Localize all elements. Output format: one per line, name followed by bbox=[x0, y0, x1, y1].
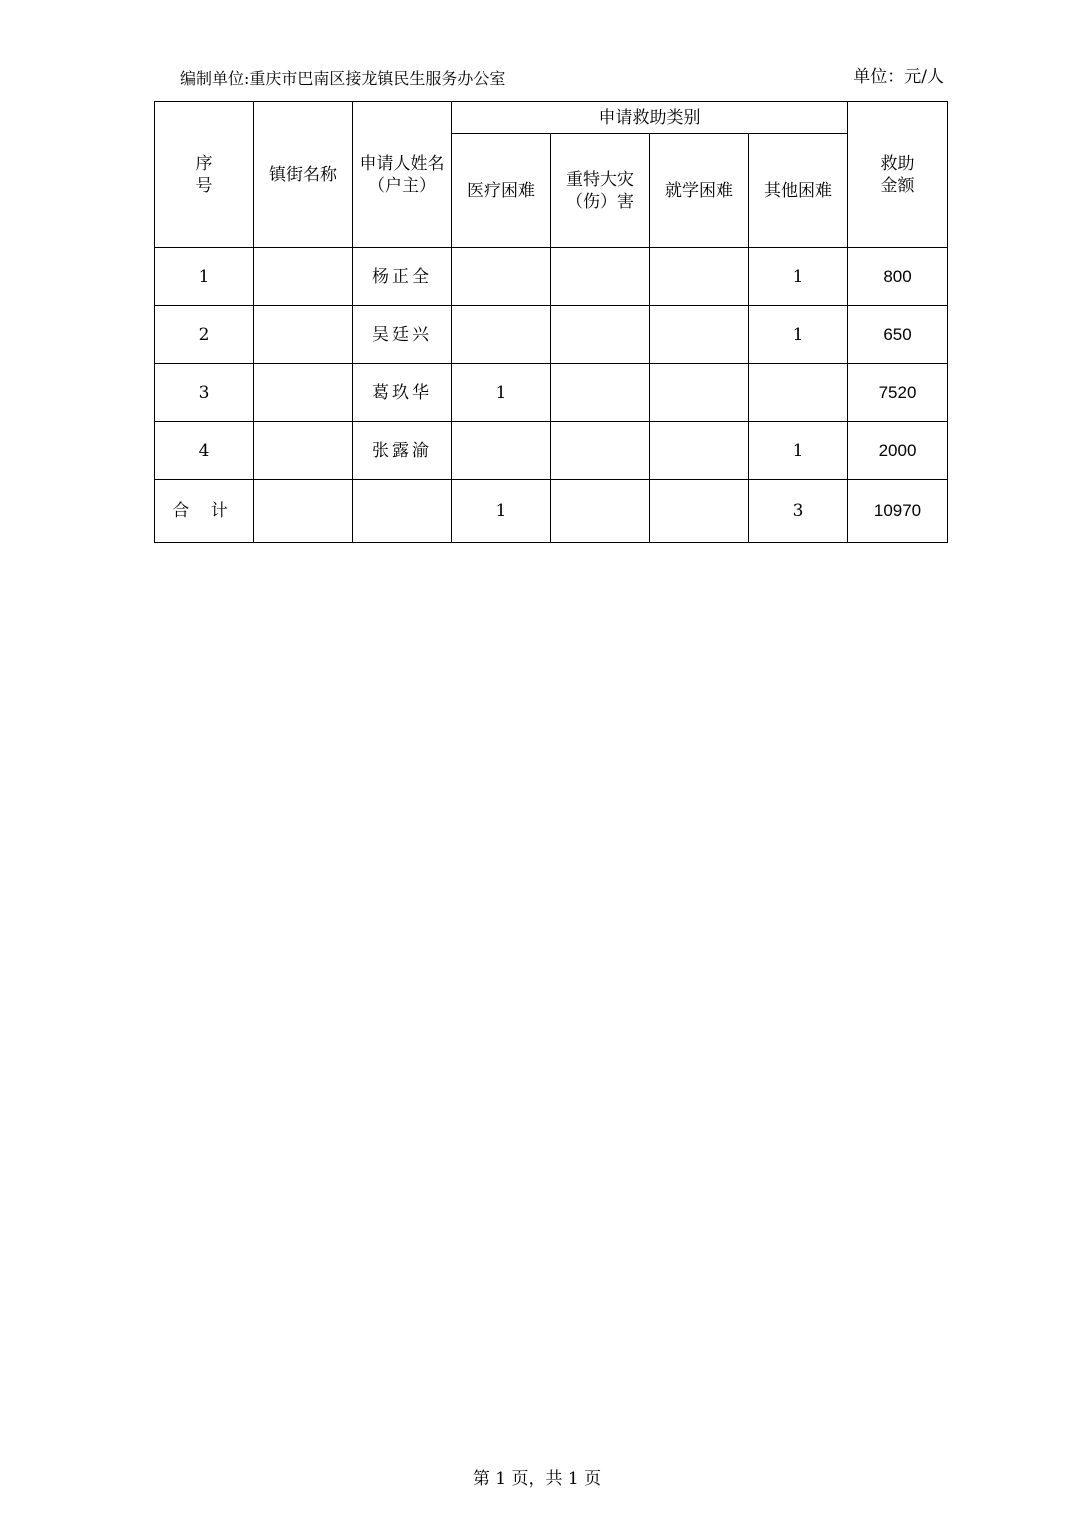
header-applicant: 申请人姓名 （户主） bbox=[353, 102, 452, 248]
row-school bbox=[650, 306, 749, 364]
row-name: 杨正全 bbox=[353, 248, 452, 306]
table-row bbox=[155, 306, 948, 364]
row-other: 1 bbox=[749, 306, 848, 364]
row-name: 张露渝 bbox=[353, 422, 452, 480]
table-row bbox=[155, 364, 948, 422]
total-school bbox=[650, 480, 749, 543]
row-town bbox=[254, 248, 353, 306]
table-row bbox=[155, 422, 948, 480]
header-amount: 救助 金额 bbox=[848, 102, 948, 248]
total-town bbox=[254, 480, 353, 543]
row-seq: 2 bbox=[155, 306, 254, 364]
row-town bbox=[254, 364, 353, 422]
row-other bbox=[749, 364, 848, 422]
row-disaster bbox=[551, 248, 650, 306]
row-seq: 3 bbox=[155, 364, 254, 422]
total-other: 3 bbox=[749, 480, 848, 543]
total-label: 合 计 bbox=[155, 480, 254, 543]
total-row bbox=[155, 480, 948, 543]
page-indicator: 第 1 页，共 1 页 bbox=[472, 1469, 602, 1489]
header-medical: 医疗困难 bbox=[452, 134, 551, 248]
row-seq: 1 bbox=[155, 248, 254, 306]
row-school bbox=[650, 422, 749, 480]
row-disaster bbox=[551, 364, 650, 422]
row-school bbox=[650, 364, 749, 422]
row-name: 吴廷兴 bbox=[353, 306, 452, 364]
row-medical bbox=[452, 422, 551, 480]
row-school bbox=[650, 248, 749, 306]
total-disaster bbox=[551, 480, 650, 543]
row-town bbox=[254, 422, 353, 480]
total-medical: 1 bbox=[452, 480, 551, 543]
currency-unit: 单位：元/人 bbox=[853, 67, 944, 87]
row-amount: 2000 bbox=[848, 422, 948, 480]
row-seq: 4 bbox=[155, 422, 254, 480]
relief-table bbox=[154, 101, 948, 543]
header-town: 镇街名称 bbox=[254, 102, 353, 248]
row-other: 1 bbox=[749, 422, 848, 480]
header-disaster: 重特大灾 （伤）害 bbox=[551, 134, 650, 248]
row-medical bbox=[452, 248, 551, 306]
row-medical bbox=[452, 306, 551, 364]
row-other: 1 bbox=[749, 248, 848, 306]
total-amount: 10970 bbox=[848, 480, 948, 543]
row-disaster bbox=[551, 306, 650, 364]
table-row bbox=[155, 248, 948, 306]
row-amount: 650 bbox=[848, 306, 948, 364]
total-name bbox=[353, 480, 452, 543]
header-row-1 bbox=[155, 102, 948, 134]
row-town bbox=[254, 306, 353, 364]
row-disaster bbox=[551, 422, 650, 480]
row-amount: 800 bbox=[848, 248, 948, 306]
header-category-group: 申请救助类别 bbox=[452, 102, 848, 134]
header-seq: 序 号 bbox=[155, 102, 254, 248]
row-amount: 7520 bbox=[848, 364, 948, 422]
row-medical: 1 bbox=[452, 364, 551, 422]
header-school: 就学困难 bbox=[650, 134, 749, 248]
header-other: 其他困难 bbox=[749, 134, 848, 248]
compiling-unit: 编制单位:重庆市巴南区接龙镇民生服务办公室 bbox=[180, 69, 506, 88]
row-name: 葛玖华 bbox=[353, 364, 452, 422]
